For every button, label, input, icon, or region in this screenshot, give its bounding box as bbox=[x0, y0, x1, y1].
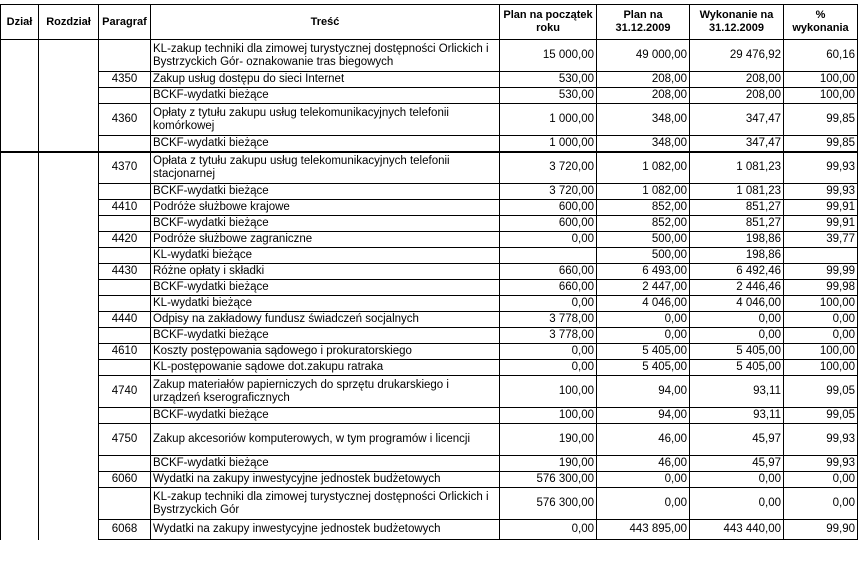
paragraf-cell bbox=[99, 40, 151, 72]
plan-end-cell: 6 493,00 bbox=[597, 264, 690, 280]
procent-cell: 99,93 bbox=[784, 152, 858, 184]
table-row bbox=[1, 408, 858, 424]
header-row bbox=[1, 5, 858, 40]
dzial-cell bbox=[1, 424, 39, 456]
wykonanie-cell: 29 476,92 bbox=[690, 40, 784, 72]
wykonanie-cell: 208,00 bbox=[690, 72, 784, 88]
plan-start-cell: 1 000,00 bbox=[500, 136, 597, 152]
table-row bbox=[1, 72, 858, 88]
wykonanie-cell: 6 492,46 bbox=[690, 264, 784, 280]
tresc-cell: Zakup materiałów papierniczych do sprzętu drukarskiego i urządzeń kserograficznych bbox=[151, 376, 500, 408]
tresc-cell: Odpisy na zakładowy fundusz świadczeń socjalnych bbox=[151, 312, 500, 328]
procent-cell: 0,00 bbox=[784, 488, 858, 520]
plan-start-cell: 0,00 bbox=[500, 360, 597, 376]
plan-end-cell: 1 082,00 bbox=[597, 152, 690, 184]
tresc-cell: KL-wydatki bieżące bbox=[151, 248, 500, 264]
plan-start-cell: 0,00 bbox=[500, 232, 597, 248]
plan-end-cell: 46,00 bbox=[597, 456, 690, 472]
wykonanie-cell: 198,86 bbox=[690, 248, 784, 264]
tresc-cell: Wydatki na zakupy inwestycyjne jednostek budżetowych bbox=[151, 520, 500, 540]
rozdzial-cell bbox=[39, 152, 99, 184]
header-procent: % wykonania bbox=[784, 5, 858, 40]
procent-cell: 0,00 bbox=[784, 312, 858, 328]
plan-start-cell: 530,00 bbox=[500, 72, 597, 88]
header-dzial: Dział bbox=[1, 5, 39, 40]
paragraf-cell: 4610 bbox=[99, 344, 151, 360]
rozdzial-cell bbox=[39, 248, 99, 264]
procent-cell: 99,93 bbox=[784, 184, 858, 200]
procent-cell: 100,00 bbox=[784, 296, 858, 312]
plan-end-cell: 348,00 bbox=[597, 136, 690, 152]
rozdzial-cell bbox=[39, 328, 99, 344]
plan-start-cell: 576 300,00 bbox=[500, 488, 597, 520]
plan-end-cell: 94,00 bbox=[597, 376, 690, 408]
plan-end-cell: 5 405,00 bbox=[597, 360, 690, 376]
procent-cell: 99,05 bbox=[784, 408, 858, 424]
rozdzial-cell bbox=[39, 360, 99, 376]
procent-cell: 99,91 bbox=[784, 200, 858, 216]
tresc-cell: KL-zakup techniki dla zimowej turystycznej dostępności Orlickich i Bystrzyckich Gór bbox=[151, 488, 500, 520]
procent-cell: 99,98 bbox=[784, 280, 858, 296]
wykonanie-cell: 851,27 bbox=[690, 200, 784, 216]
paragraf-cell bbox=[99, 328, 151, 344]
dzial-cell bbox=[1, 360, 39, 376]
plan-end-cell: 348,00 bbox=[597, 104, 690, 136]
rozdzial-cell bbox=[39, 488, 99, 520]
header-plan-start: Plan na początek roku bbox=[500, 5, 597, 40]
table-row bbox=[1, 280, 858, 296]
header-plan-end: Plan na 31.12.2009 bbox=[597, 5, 690, 40]
plan-start-cell: 190,00 bbox=[500, 424, 597, 456]
rozdzial-cell bbox=[39, 472, 99, 488]
dzial-cell bbox=[1, 376, 39, 408]
tresc-cell: BCKF-wydatki bieżące bbox=[151, 88, 500, 104]
rozdzial-cell bbox=[39, 200, 99, 216]
procent-cell: 100,00 bbox=[784, 88, 858, 104]
table-row bbox=[1, 424, 858, 456]
plan-start-cell: 3 778,00 bbox=[500, 312, 597, 328]
plan-end-cell: 443 895,00 bbox=[597, 520, 690, 540]
plan-end-cell: 0,00 bbox=[597, 472, 690, 488]
table-row bbox=[1, 472, 858, 488]
plan-end-cell: 5 405,00 bbox=[597, 344, 690, 360]
dzial-cell bbox=[1, 472, 39, 488]
plan-end-cell: 1 082,00 bbox=[597, 184, 690, 200]
procent-cell: 100,00 bbox=[784, 72, 858, 88]
rozdzial-cell bbox=[39, 40, 99, 72]
table-row bbox=[1, 40, 858, 72]
wykonanie-cell: 93,11 bbox=[690, 376, 784, 408]
table-row bbox=[1, 264, 858, 280]
wykonanie-cell: 5 405,00 bbox=[690, 360, 784, 376]
header-tresc: Treść bbox=[151, 5, 500, 40]
dzial-cell bbox=[1, 152, 39, 184]
dzial-cell bbox=[1, 40, 39, 72]
table-row bbox=[1, 520, 858, 540]
plan-end-cell: 500,00 bbox=[597, 248, 690, 264]
tresc-cell: BCKF-wydatki bieżące bbox=[151, 408, 500, 424]
wykonanie-cell: 851,27 bbox=[690, 216, 784, 232]
dzial-cell bbox=[1, 328, 39, 344]
paragraf-cell: 4420 bbox=[99, 232, 151, 248]
wykonanie-cell: 443 440,00 bbox=[690, 520, 784, 540]
tresc-cell: Wydatki na zakupy inwestycyjne jednostek budżetowych bbox=[151, 472, 500, 488]
table-row bbox=[1, 136, 858, 152]
table-row bbox=[1, 360, 858, 376]
paragraf-cell: 4430 bbox=[99, 264, 151, 280]
paragraf-cell: 4440 bbox=[99, 312, 151, 328]
dzial-cell bbox=[1, 136, 39, 152]
dzial-cell bbox=[1, 232, 39, 248]
paragraf-cell: 4410 bbox=[99, 200, 151, 216]
procent-cell: 99,85 bbox=[784, 136, 858, 152]
rozdzial-cell bbox=[39, 184, 99, 200]
table-row bbox=[1, 312, 858, 328]
plan-end-cell: 852,00 bbox=[597, 216, 690, 232]
rozdzial-cell bbox=[39, 424, 99, 456]
budget-table bbox=[0, 4, 858, 540]
procent-cell: 100,00 bbox=[784, 360, 858, 376]
plan-start-cell: 100,00 bbox=[500, 408, 597, 424]
dzial-cell bbox=[1, 248, 39, 264]
procent-cell: 0,00 bbox=[784, 328, 858, 344]
dzial-cell bbox=[1, 88, 39, 104]
rozdzial-cell bbox=[39, 280, 99, 296]
procent-cell: 99,05 bbox=[784, 376, 858, 408]
table-row bbox=[1, 184, 858, 200]
header-wykonanie: Wykonanie na 31.12.2009 bbox=[690, 5, 784, 40]
table-row bbox=[1, 296, 858, 312]
paragraf-cell bbox=[99, 248, 151, 264]
wykonanie-cell: 208,00 bbox=[690, 88, 784, 104]
tresc-cell: BCKF-wydatki bieżące bbox=[151, 216, 500, 232]
tresc-cell: KL-zakup techniki dla zimowej turystycznej dostępności Orlickich i Bystrzyckich Gór- oznakowanie tras biegowych bbox=[151, 40, 500, 72]
plan-start-cell: 190,00 bbox=[500, 456, 597, 472]
dzial-cell bbox=[1, 264, 39, 280]
rozdzial-cell bbox=[39, 216, 99, 232]
plan-end-cell: 0,00 bbox=[597, 312, 690, 328]
paragraf-cell bbox=[99, 216, 151, 232]
plan-start-cell: 0,00 bbox=[500, 344, 597, 360]
procent-cell: 100,00 bbox=[784, 344, 858, 360]
plan-start-cell: 600,00 bbox=[500, 200, 597, 216]
dzial-cell bbox=[1, 520, 39, 540]
header-paragraf: Paragraf bbox=[99, 5, 151, 40]
table-row bbox=[1, 456, 858, 472]
plan-start-cell: 15 000,00 bbox=[500, 40, 597, 72]
paragraf-cell bbox=[99, 136, 151, 152]
table-row bbox=[1, 232, 858, 248]
plan-end-cell: 852,00 bbox=[597, 200, 690, 216]
procent-cell: 99,93 bbox=[784, 424, 858, 456]
tresc-cell: Różne opłaty i składki bbox=[151, 264, 500, 280]
dzial-cell bbox=[1, 184, 39, 200]
plan-start-cell: 0,00 bbox=[500, 520, 597, 540]
rozdzial-cell bbox=[39, 264, 99, 280]
tresc-cell: Opłata z tytułu zakupu usług telekomunikacyjnych telefonii stacjonarnej bbox=[151, 152, 500, 184]
procent-cell: 60,16 bbox=[784, 40, 858, 72]
table-row bbox=[1, 152, 858, 184]
procent-cell bbox=[784, 248, 858, 264]
table-row bbox=[1, 104, 858, 136]
dzial-cell bbox=[1, 280, 39, 296]
tresc-cell: BCKF-wydatki bieżące bbox=[151, 280, 500, 296]
plan-end-cell: 208,00 bbox=[597, 88, 690, 104]
rozdzial-cell bbox=[39, 456, 99, 472]
tresc-cell: Zakup akcesoriów komputerowych, w tym programów i licencji bbox=[151, 424, 500, 456]
rozdzial-cell bbox=[39, 104, 99, 136]
tresc-cell: BCKF-wydatki bieżące bbox=[151, 456, 500, 472]
table-row bbox=[1, 88, 858, 104]
wykonanie-cell: 347,47 bbox=[690, 136, 784, 152]
wykonanie-cell: 5 405,00 bbox=[690, 344, 784, 360]
plan-end-cell: 208,00 bbox=[597, 72, 690, 88]
plan-start-cell: 660,00 bbox=[500, 280, 597, 296]
rozdzial-cell bbox=[39, 376, 99, 408]
dzial-cell bbox=[1, 216, 39, 232]
dzial-cell bbox=[1, 200, 39, 216]
rozdzial-cell bbox=[39, 296, 99, 312]
plan-start-cell: 3 720,00 bbox=[500, 152, 597, 184]
tresc-cell: BCKF-wydatki bieżące bbox=[151, 184, 500, 200]
paragraf-cell: 4370 bbox=[99, 152, 151, 184]
paragraf-cell bbox=[99, 184, 151, 200]
table-row bbox=[1, 376, 858, 408]
rozdzial-cell bbox=[39, 312, 99, 328]
paragraf-cell: 4740 bbox=[99, 376, 151, 408]
wykonanie-cell: 0,00 bbox=[690, 328, 784, 344]
plan-start-cell: 1 000,00 bbox=[500, 104, 597, 136]
plan-start-cell: 3 778,00 bbox=[500, 328, 597, 344]
table-body bbox=[1, 40, 858, 540]
paragraf-cell: 6060 bbox=[99, 472, 151, 488]
rozdzial-cell bbox=[39, 408, 99, 424]
dzial-cell bbox=[1, 312, 39, 328]
paragraf-cell: 4750 bbox=[99, 424, 151, 456]
plan-end-cell: 0,00 bbox=[597, 488, 690, 520]
wykonanie-cell: 347,47 bbox=[690, 104, 784, 136]
dzial-cell bbox=[1, 488, 39, 520]
plan-start-cell: 100,00 bbox=[500, 376, 597, 408]
paragraf-cell bbox=[99, 408, 151, 424]
plan-end-cell: 2 447,00 bbox=[597, 280, 690, 296]
wykonanie-cell: 0,00 bbox=[690, 472, 784, 488]
rozdzial-cell bbox=[39, 344, 99, 360]
wykonanie-cell: 1 081,23 bbox=[690, 152, 784, 184]
plan-start-cell: 576 300,00 bbox=[500, 472, 597, 488]
paragraf-cell bbox=[99, 88, 151, 104]
plan-end-cell: 94,00 bbox=[597, 408, 690, 424]
paragraf-cell bbox=[99, 280, 151, 296]
plan-end-cell: 0,00 bbox=[597, 328, 690, 344]
dzial-cell bbox=[1, 344, 39, 360]
procent-cell: 0,00 bbox=[784, 472, 858, 488]
plan-end-cell: 46,00 bbox=[597, 424, 690, 456]
tresc-cell: Podróże służbowe zagraniczne bbox=[151, 232, 500, 248]
tresc-cell: Koszty postępowania sądowego i prokuratorskiego bbox=[151, 344, 500, 360]
wykonanie-cell: 1 081,23 bbox=[690, 184, 784, 200]
procent-cell: 99,85 bbox=[784, 104, 858, 136]
procent-cell: 99,93 bbox=[784, 456, 858, 472]
wykonanie-cell: 2 446,46 bbox=[690, 280, 784, 296]
tresc-cell: Podróże służbowe krajowe bbox=[151, 200, 500, 216]
paragraf-cell: 6068 bbox=[99, 520, 151, 540]
rozdzial-cell bbox=[39, 520, 99, 540]
dzial-cell bbox=[1, 456, 39, 472]
wykonanie-cell: 4 046,00 bbox=[690, 296, 784, 312]
plan-start-cell: 600,00 bbox=[500, 216, 597, 232]
rozdzial-cell bbox=[39, 88, 99, 104]
rozdzial-cell bbox=[39, 232, 99, 248]
procent-cell: 39,77 bbox=[784, 232, 858, 248]
tresc-cell: Zakup usług dostępu do sieci Internet bbox=[151, 72, 500, 88]
plan-start-cell: 660,00 bbox=[500, 264, 597, 280]
dzial-cell bbox=[1, 408, 39, 424]
paragraf-cell: 4360 bbox=[99, 104, 151, 136]
wykonanie-cell: 93,11 bbox=[690, 408, 784, 424]
table-row bbox=[1, 328, 858, 344]
plan-start-cell: 3 720,00 bbox=[500, 184, 597, 200]
paragraf-cell bbox=[99, 488, 151, 520]
wykonanie-cell: 45,97 bbox=[690, 424, 784, 456]
procent-cell: 99,90 bbox=[784, 520, 858, 540]
tresc-cell: Opłaty z tytułu zakupu usług telekomunikacyjnych telefonii komórkowej bbox=[151, 104, 500, 136]
plan-start-cell: 530,00 bbox=[500, 88, 597, 104]
tresc-cell: BCKF-wydatki bieżące bbox=[151, 136, 500, 152]
plan-start-cell: 0,00 bbox=[500, 296, 597, 312]
paragraf-cell: 4350 bbox=[99, 72, 151, 88]
plan-end-cell: 4 046,00 bbox=[597, 296, 690, 312]
table-row bbox=[1, 200, 858, 216]
wykonanie-cell: 0,00 bbox=[690, 312, 784, 328]
table-row bbox=[1, 488, 858, 520]
plan-end-cell: 500,00 bbox=[597, 232, 690, 248]
table-row bbox=[1, 248, 858, 264]
paragraf-cell bbox=[99, 456, 151, 472]
wykonanie-cell: 45,97 bbox=[690, 456, 784, 472]
dzial-cell bbox=[1, 72, 39, 88]
wykonanie-cell: 0,00 bbox=[690, 488, 784, 520]
plan-start-cell bbox=[500, 248, 597, 264]
wykonanie-cell: 198,86 bbox=[690, 232, 784, 248]
rozdzial-cell bbox=[39, 72, 99, 88]
tresc-cell: BCKF-wydatki bieżące bbox=[151, 328, 500, 344]
plan-end-cell: 49 000,00 bbox=[597, 40, 690, 72]
paragraf-cell bbox=[99, 296, 151, 312]
tresc-cell: KL-postępowanie sądowe dot.zakupu ratraka bbox=[151, 360, 500, 376]
tresc-cell: KL-wydatki bieżące bbox=[151, 296, 500, 312]
rozdzial-cell bbox=[39, 136, 99, 152]
table-row bbox=[1, 216, 858, 232]
table-row bbox=[1, 344, 858, 360]
header-rozdzial: Rozdział bbox=[39, 5, 99, 40]
dzial-cell bbox=[1, 296, 39, 312]
procent-cell: 99,99 bbox=[784, 264, 858, 280]
dzial-cell bbox=[1, 104, 39, 136]
procent-cell: 99,91 bbox=[784, 216, 858, 232]
paragraf-cell bbox=[99, 360, 151, 376]
